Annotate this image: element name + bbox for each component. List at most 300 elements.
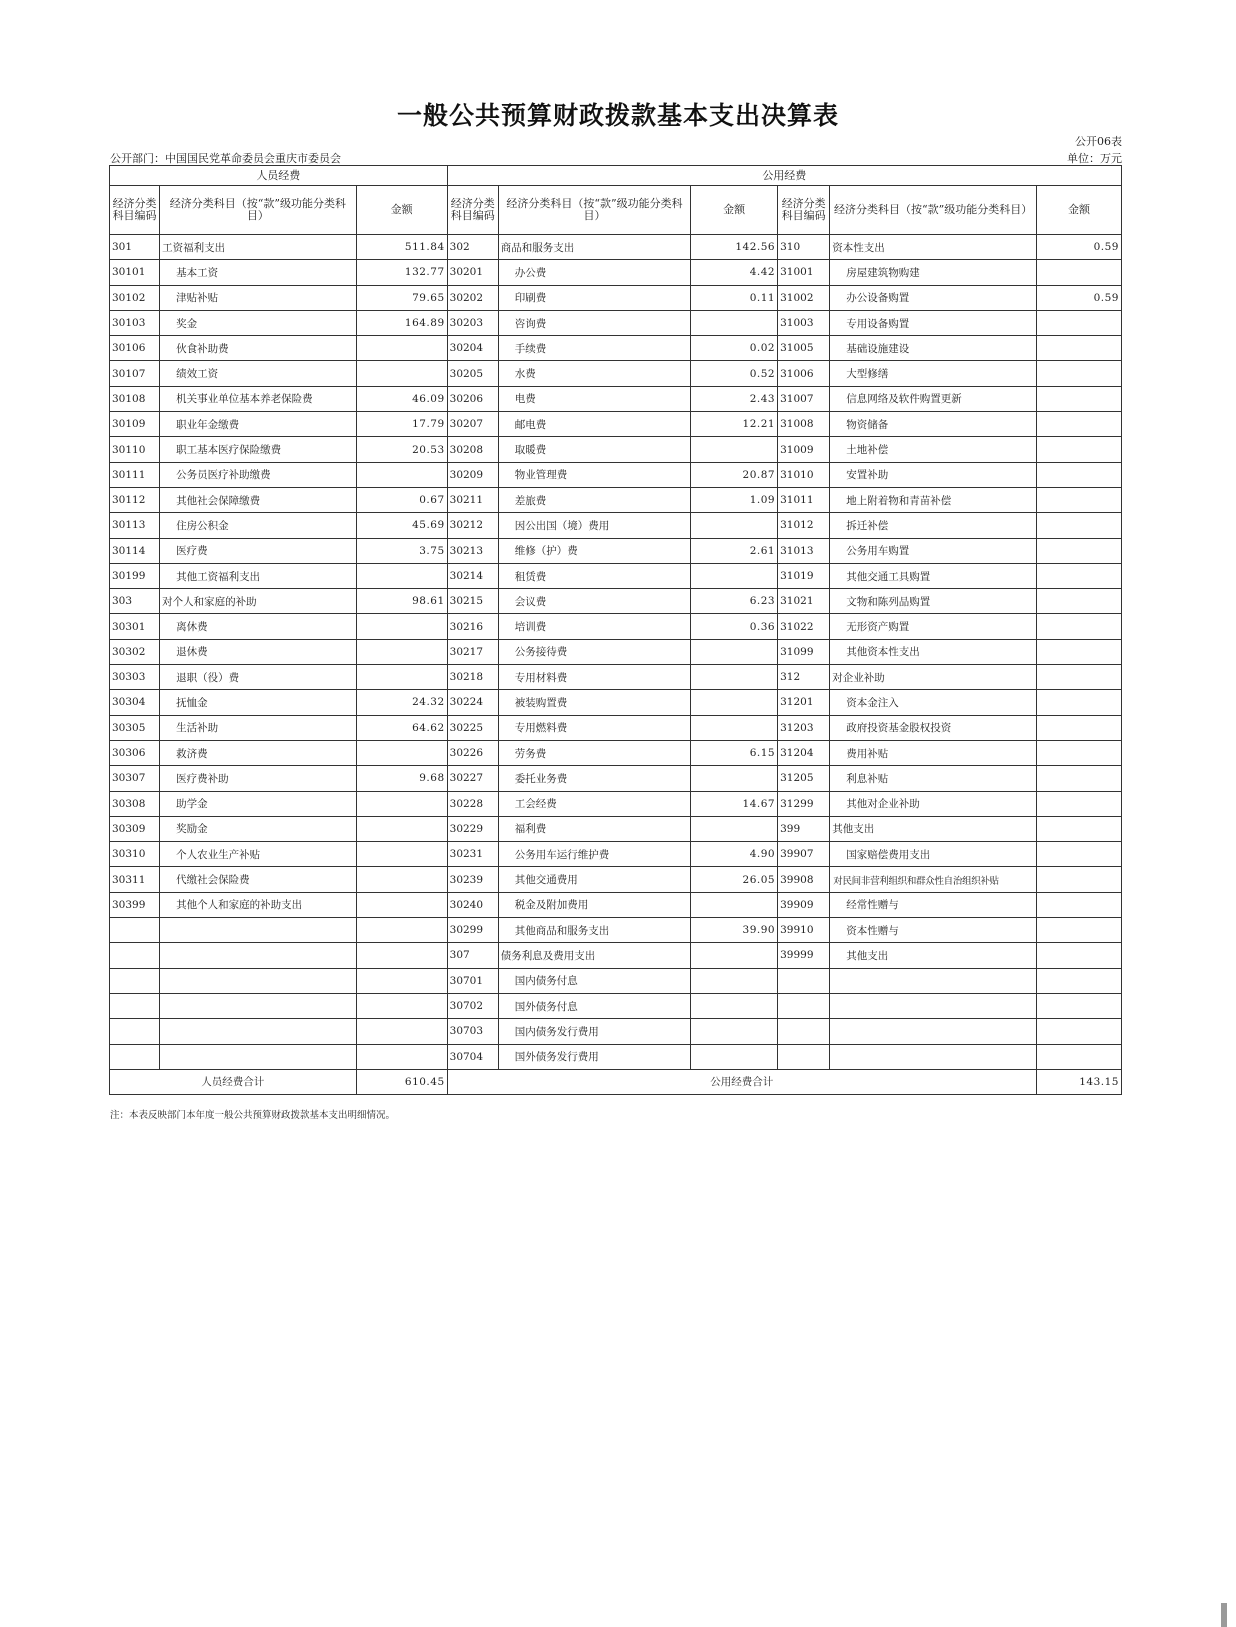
column-header-name: 经济分类科目（按“款”级功能分类科目）	[160, 186, 356, 235]
amount-cell	[691, 968, 778, 993]
name-cell	[830, 1044, 1037, 1069]
table-row	[110, 513, 1122, 538]
code-cell: 31019	[778, 563, 830, 588]
budget-table	[109, 165, 1122, 1095]
amount-cell	[1036, 867, 1121, 892]
name-cell: 国内债务付息	[498, 968, 690, 993]
table-row	[110, 563, 1122, 588]
column-header-name: 经济分类科目（按“款”级功能分类科目）	[498, 186, 690, 235]
code-cell: 30199	[110, 563, 160, 588]
code-cell	[778, 1044, 830, 1069]
code-cell: 39910	[778, 918, 830, 943]
amount-cell: 39.90	[691, 918, 778, 943]
name-cell: 其他交通费用	[498, 867, 690, 892]
name-cell: 因公出国（境）费用	[498, 513, 690, 538]
amount-cell	[691, 690, 778, 715]
column-header-code: 经济分类科目编码	[110, 186, 160, 235]
amount-cell	[356, 1044, 447, 1069]
amount-cell	[1036, 437, 1121, 462]
amount-cell	[1036, 513, 1121, 538]
code-cell: 30302	[110, 639, 160, 664]
amount-cell	[356, 614, 447, 639]
amount-cell: 98.61	[356, 589, 447, 614]
amount-cell: 1.09	[691, 487, 778, 512]
name-cell: 个人农业生产补贴	[160, 842, 356, 867]
name-cell: 奖励金	[160, 816, 356, 841]
amount-cell	[356, 639, 447, 664]
amount-cell	[1036, 336, 1121, 361]
amount-cell: 9.68	[356, 766, 447, 791]
table-row	[110, 867, 1122, 892]
amount-cell	[1036, 589, 1121, 614]
name-cell: 办公费	[498, 260, 690, 285]
code-cell: 30214	[447, 563, 498, 588]
amount-cell: 6.15	[691, 740, 778, 765]
amount-cell	[356, 892, 447, 917]
code-cell	[110, 1019, 160, 1044]
amount-cell	[356, 1019, 447, 1044]
public-total-label: 公用经费合计	[447, 1069, 1036, 1094]
amount-cell	[1036, 462, 1121, 487]
public-total-amount: 143.15	[1036, 1069, 1121, 1094]
name-cell: 奖金	[160, 310, 356, 335]
name-cell: 基本工资	[160, 260, 356, 285]
code-cell: 30231	[447, 842, 498, 867]
name-cell: 津贴补贴	[160, 285, 356, 310]
name-cell: 电费	[498, 386, 690, 411]
name-cell: 其他商品和服务支出	[498, 918, 690, 943]
code-cell: 31011	[778, 487, 830, 512]
code-cell: 30108	[110, 386, 160, 411]
name-cell: 职业年金缴费	[160, 412, 356, 437]
table-row	[110, 968, 1122, 993]
code-cell: 30307	[110, 766, 160, 791]
name-cell: 其他支出	[830, 943, 1037, 968]
amount-cell	[1036, 538, 1121, 563]
name-cell: 邮电费	[498, 412, 690, 437]
name-cell	[160, 918, 356, 943]
amount-cell	[1036, 1044, 1121, 1069]
table-row	[110, 589, 1122, 614]
code-cell	[110, 943, 160, 968]
name-cell: 对个人和家庭的补助	[160, 589, 356, 614]
table-row	[110, 386, 1122, 411]
name-cell: 劳务费	[498, 740, 690, 765]
code-cell: 31005	[778, 336, 830, 361]
amount-cell: 0.02	[691, 336, 778, 361]
name-cell: 机关事业单位基本养老保险费	[160, 386, 356, 411]
table-row	[110, 235, 1122, 260]
code-cell: 30305	[110, 715, 160, 740]
name-cell: 住房公积金	[160, 513, 356, 538]
name-cell: 国家赔偿费用支出	[830, 842, 1037, 867]
amount-cell	[356, 740, 447, 765]
amount-cell: 14.67	[691, 791, 778, 816]
code-cell: 30216	[447, 614, 498, 639]
code-cell: 31002	[778, 285, 830, 310]
amount-cell: 4.90	[691, 842, 778, 867]
amount-cell: 12.21	[691, 412, 778, 437]
name-cell: 水费	[498, 361, 690, 386]
code-cell: 30229	[447, 816, 498, 841]
code-cell: 30228	[447, 791, 498, 816]
name-cell: 其他支出	[830, 816, 1037, 841]
table-row	[110, 462, 1122, 487]
amount-cell	[691, 437, 778, 462]
name-cell: 差旅费	[498, 487, 690, 512]
amount-cell	[691, 1044, 778, 1069]
name-cell: 资本性赠与	[830, 918, 1037, 943]
name-cell: 利息补贴	[830, 766, 1037, 791]
name-cell: 委托业务费	[498, 766, 690, 791]
name-cell: 专用材料费	[498, 665, 690, 690]
name-cell: 助学金	[160, 791, 356, 816]
name-cell: 绩效工资	[160, 361, 356, 386]
unit-label: 单位：万元	[1067, 152, 1122, 165]
code-cell: 30207	[447, 412, 498, 437]
personnel-total-amount: 610.45	[356, 1069, 447, 1094]
group-header-personnel: 人员经费	[110, 166, 448, 186]
code-cell: 30114	[110, 538, 160, 563]
amount-cell	[356, 816, 447, 841]
table-row	[110, 336, 1122, 361]
name-cell: 大型修缮	[830, 361, 1037, 386]
amount-cell	[1036, 791, 1121, 816]
column-header-amount: 金额	[691, 186, 778, 235]
amount-cell	[356, 867, 447, 892]
amount-cell	[1036, 563, 1121, 588]
amount-cell	[356, 918, 447, 943]
name-cell: 税金及附加费用	[498, 892, 690, 917]
code-cell: 31012	[778, 513, 830, 538]
name-cell: 国外债务付息	[498, 993, 690, 1018]
amount-cell	[1036, 766, 1121, 791]
name-cell: 退职（役）费	[160, 665, 356, 690]
table-row	[110, 690, 1122, 715]
amount-cell	[691, 892, 778, 917]
code-cell: 303	[110, 589, 160, 614]
code-cell: 31006	[778, 361, 830, 386]
name-cell: 伙食补助费	[160, 336, 356, 361]
personnel-total-label: 人员经费合计	[110, 1069, 357, 1094]
code-cell: 30111	[110, 462, 160, 487]
name-cell: 物业管理费	[498, 462, 690, 487]
name-cell: 被装购置费	[498, 690, 690, 715]
code-cell: 31010	[778, 462, 830, 487]
amount-cell	[356, 968, 447, 993]
code-cell: 30202	[447, 285, 498, 310]
code-cell: 31201	[778, 690, 830, 715]
name-cell: 拆迁补偿	[830, 513, 1037, 538]
table-row	[110, 791, 1122, 816]
department-label: 公开部门：中国国民党革命委员会重庆市委员会	[110, 152, 341, 165]
amount-cell: 20.87	[691, 462, 778, 487]
name-cell	[830, 993, 1037, 1018]
amount-cell	[691, 563, 778, 588]
column-header-amount: 金额	[356, 186, 447, 235]
code-cell: 30227	[447, 766, 498, 791]
code-cell: 30306	[110, 740, 160, 765]
code-cell: 30203	[447, 310, 498, 335]
code-cell: 30106	[110, 336, 160, 361]
table-row	[110, 1019, 1122, 1044]
code-cell: 30211	[447, 487, 498, 512]
code-cell: 39907	[778, 842, 830, 867]
name-cell: 会议费	[498, 589, 690, 614]
code-cell: 30102	[110, 285, 160, 310]
amount-cell	[691, 943, 778, 968]
name-cell	[160, 943, 356, 968]
amount-cell	[356, 665, 447, 690]
amount-cell: 511.84	[356, 235, 447, 260]
name-cell: 资本性支出	[830, 235, 1037, 260]
table-row	[110, 361, 1122, 386]
code-cell: 31205	[778, 766, 830, 791]
amount-cell: 20.53	[356, 437, 447, 462]
amount-cell	[356, 993, 447, 1018]
code-cell: 310	[778, 235, 830, 260]
code-cell: 30107	[110, 361, 160, 386]
code-cell: 312	[778, 665, 830, 690]
name-cell: 退休费	[160, 639, 356, 664]
name-cell: 其他个人和家庭的补助支出	[160, 892, 356, 917]
code-cell: 30702	[447, 993, 498, 1018]
code-cell	[110, 1044, 160, 1069]
name-cell: 离休费	[160, 614, 356, 639]
table-row	[110, 740, 1122, 765]
name-cell: 福利费	[498, 816, 690, 841]
code-cell: 31022	[778, 614, 830, 639]
amount-cell: 24.32	[356, 690, 447, 715]
code-cell: 301	[110, 235, 160, 260]
amount-cell: 0.11	[691, 285, 778, 310]
code-cell: 30399	[110, 892, 160, 917]
name-cell: 办公设备购置	[830, 285, 1037, 310]
table-row	[110, 538, 1122, 563]
code-cell: 39999	[778, 943, 830, 968]
table-row	[110, 412, 1122, 437]
code-cell: 30701	[447, 968, 498, 993]
column-header-code: 经济分类科目编码	[447, 186, 498, 235]
amount-cell	[691, 310, 778, 335]
name-cell	[830, 968, 1037, 993]
name-cell: 工会经费	[498, 791, 690, 816]
name-cell: 医疗费	[160, 538, 356, 563]
name-cell: 债务利息及费用支出	[498, 943, 690, 968]
name-cell: 房屋建筑物购建	[830, 260, 1037, 285]
code-cell: 30704	[447, 1044, 498, 1069]
code-cell: 30103	[110, 310, 160, 335]
amount-cell	[1036, 715, 1121, 740]
code-cell: 31007	[778, 386, 830, 411]
name-cell: 政府投资基金股权投资	[830, 715, 1037, 740]
amount-cell	[356, 791, 447, 816]
name-cell: 工资福利支出	[160, 235, 356, 260]
name-cell: 咨询费	[498, 310, 690, 335]
name-cell: 其他社会保障缴费	[160, 487, 356, 512]
code-cell	[110, 918, 160, 943]
amount-cell	[691, 513, 778, 538]
code-cell: 31013	[778, 538, 830, 563]
amount-cell	[691, 639, 778, 664]
name-cell	[160, 1044, 356, 1069]
code-cell: 30311	[110, 867, 160, 892]
amount-cell	[1036, 487, 1121, 512]
table-row	[110, 993, 1122, 1018]
code-cell: 30109	[110, 412, 160, 437]
code-cell: 30303	[110, 665, 160, 690]
amount-cell	[356, 361, 447, 386]
name-cell: 安置补助	[830, 462, 1037, 487]
name-cell: 手续费	[498, 336, 690, 361]
code-cell: 30206	[447, 386, 498, 411]
code-cell: 31021	[778, 589, 830, 614]
name-cell: 无形资产购置	[830, 614, 1037, 639]
code-cell: 31008	[778, 412, 830, 437]
table-row	[110, 816, 1122, 841]
amount-cell: 4.42	[691, 260, 778, 285]
code-cell	[778, 1019, 830, 1044]
code-cell: 30304	[110, 690, 160, 715]
code-cell: 39908	[778, 867, 830, 892]
code-cell: 31003	[778, 310, 830, 335]
code-cell: 30309	[110, 816, 160, 841]
name-cell: 资本金注入	[830, 690, 1037, 715]
name-cell: 基础设施建设	[830, 336, 1037, 361]
code-cell: 30101	[110, 260, 160, 285]
name-cell	[160, 1019, 356, 1044]
name-cell	[160, 968, 356, 993]
name-cell: 物资储备	[830, 412, 1037, 437]
name-cell: 信息网络及软件购置更新	[830, 386, 1037, 411]
name-cell: 印刷费	[498, 285, 690, 310]
table-row	[110, 715, 1122, 740]
total-row	[110, 1069, 1122, 1094]
amount-cell: 2.43	[691, 386, 778, 411]
amount-cell: 79.65	[356, 285, 447, 310]
code-cell: 30310	[110, 842, 160, 867]
name-cell: 专用设备购置	[830, 310, 1037, 335]
name-cell: 公务接待费	[498, 639, 690, 664]
table-row	[110, 943, 1122, 968]
code-cell	[778, 968, 830, 993]
amount-cell: 6.23	[691, 589, 778, 614]
name-cell: 费用补贴	[830, 740, 1037, 765]
name-cell: 医疗费补助	[160, 766, 356, 791]
amount-cell	[1036, 614, 1121, 639]
name-cell: 其他工资福利支出	[160, 563, 356, 588]
code-cell: 30301	[110, 614, 160, 639]
code-cell: 30209	[447, 462, 498, 487]
name-cell: 取暖费	[498, 437, 690, 462]
name-cell: 租赁费	[498, 563, 690, 588]
amount-cell	[1036, 816, 1121, 841]
code-cell: 30225	[447, 715, 498, 740]
column-header-code: 经济分类科目编码	[778, 186, 830, 235]
code-cell: 30112	[110, 487, 160, 512]
amount-cell	[356, 462, 447, 487]
code-cell	[110, 968, 160, 993]
table-row	[110, 1044, 1122, 1069]
code-cell: 30212	[447, 513, 498, 538]
name-cell: 救济费	[160, 740, 356, 765]
amount-cell: 17.79	[356, 412, 447, 437]
amount-cell: 0.52	[691, 361, 778, 386]
amount-cell	[691, 1019, 778, 1044]
amount-cell	[1036, 943, 1121, 968]
table-row	[110, 639, 1122, 664]
table-row	[110, 260, 1122, 285]
amount-cell	[356, 943, 447, 968]
table-row	[110, 487, 1122, 512]
table-row	[110, 614, 1122, 639]
name-cell: 专用燃料费	[498, 715, 690, 740]
table-row	[110, 437, 1122, 462]
amount-cell	[356, 563, 447, 588]
code-cell: 31299	[778, 791, 830, 816]
code-cell: 30240	[447, 892, 498, 917]
name-cell: 文物和陈列品购置	[830, 589, 1037, 614]
code-cell: 30215	[447, 589, 498, 614]
code-cell: 30239	[447, 867, 498, 892]
amount-cell	[1036, 690, 1121, 715]
name-cell: 其他交通工具购置	[830, 563, 1037, 588]
table-row	[110, 665, 1122, 690]
name-cell: 地上附着物和青苗补偿	[830, 487, 1037, 512]
name-cell	[160, 993, 356, 1018]
name-cell: 对企业补助	[830, 665, 1037, 690]
amount-cell: 0.36	[691, 614, 778, 639]
code-cell: 30204	[447, 336, 498, 361]
table-row	[110, 310, 1122, 335]
name-cell: 生活补助	[160, 715, 356, 740]
code-cell: 30213	[447, 538, 498, 563]
code-cell: 30113	[110, 513, 160, 538]
amount-cell	[1036, 993, 1121, 1018]
table-row	[110, 766, 1122, 791]
amount-cell	[691, 993, 778, 1018]
amount-cell	[1036, 639, 1121, 664]
scrollbar-thumb[interactable]	[1221, 1603, 1227, 1627]
name-cell: 经常性赠与	[830, 892, 1037, 917]
name-cell: 维修（护）费	[498, 538, 690, 563]
amount-cell	[691, 766, 778, 791]
code-cell: 399	[778, 816, 830, 841]
amount-cell	[1036, 412, 1121, 437]
column-header-name: 经济分类科目（按“款”级功能分类科目）	[830, 186, 1037, 235]
table-row	[110, 892, 1122, 917]
amount-cell	[691, 715, 778, 740]
name-cell: 土地补偿	[830, 437, 1037, 462]
name-cell: 职工基本医疗保险缴费	[160, 437, 356, 462]
amount-cell	[691, 665, 778, 690]
code-cell: 30110	[110, 437, 160, 462]
amount-cell	[1036, 842, 1121, 867]
amount-cell: 64.62	[356, 715, 447, 740]
table-row	[110, 842, 1122, 867]
code-cell: 30217	[447, 639, 498, 664]
code-cell: 30205	[447, 361, 498, 386]
name-cell: 公务用车运行维护费	[498, 842, 690, 867]
name-cell: 商品和服务支出	[498, 235, 690, 260]
code-cell: 30226	[447, 740, 498, 765]
amount-cell	[356, 336, 447, 361]
code-cell: 30201	[447, 260, 498, 285]
name-cell: 抚恤金	[160, 690, 356, 715]
amount-cell	[1036, 968, 1121, 993]
amount-cell: 142.56	[691, 235, 778, 260]
code-cell: 31099	[778, 639, 830, 664]
